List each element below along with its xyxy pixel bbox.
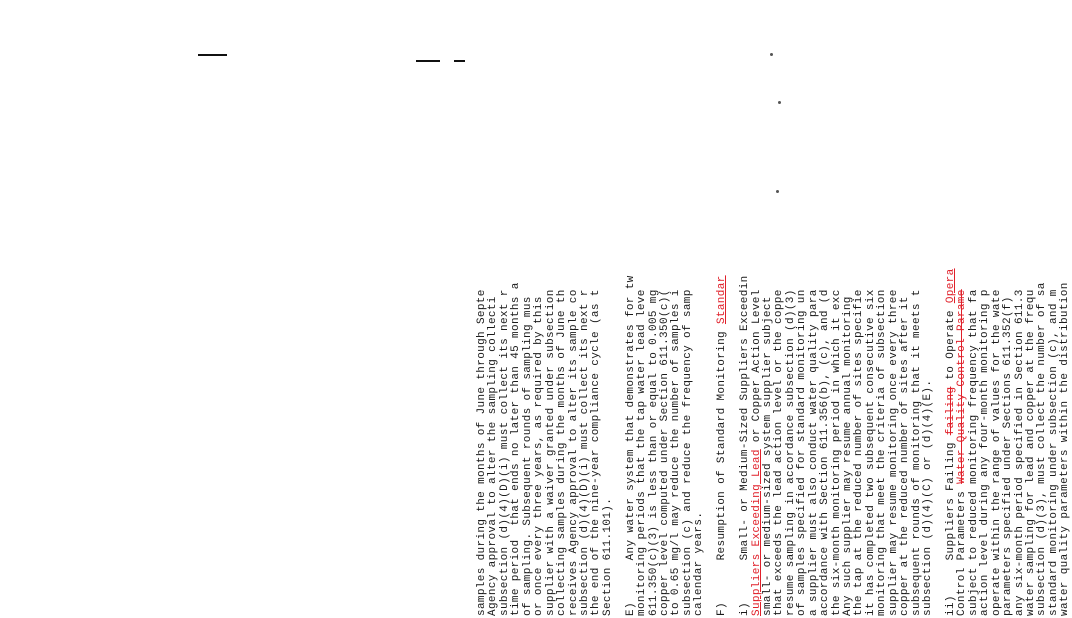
inserted-text: Opera [944, 268, 957, 304]
text-span: receives Agency approval to alter its sample co [567, 289, 580, 616]
text-span: standard monitoring under subsection (c), and m [1047, 289, 1060, 616]
deleted-text: failing [944, 386, 957, 436]
text-span: subsection (d)(4)(D)(i) must collect its next r [498, 289, 511, 616]
text-span: resume sampling in accordance subsection (d)(3) [784, 289, 797, 616]
text-span: Any such supplier may resume annual monitoring [842, 296, 854, 616]
text-span: action level during any four-month monitoring p [979, 289, 992, 616]
text-span: the tap at the reduced number of sites specifie [853, 289, 866, 616]
text-span: it has completed two subsequent consecutive six [864, 289, 877, 616]
scan-mark [416, 60, 440, 62]
text-span: supplier may resume monitoring once every three [887, 289, 900, 616]
text-span: E) Any water system that demonstrates for tw [624, 275, 637, 616]
text-span: the six-month monitoring period in which it exc [830, 289, 843, 616]
text-line [694, 0, 705, 616]
text-span: copper level computed under Section 611.350(c)( [659, 289, 671, 616]
text-span: ii) Suppliers Failing [944, 435, 957, 616]
text-span: subsection (d)(4)(D)(i) must collect its next r [578, 289, 591, 616]
text-span: samples during the months of June through Septe [476, 289, 488, 616]
text-span: Control Parameters [956, 483, 969, 616]
text-line [1060, 0, 1071, 616]
text-span: Section 611.101). [601, 497, 614, 616]
text-span: water sampling for lead and copper at the frequ [1025, 289, 1037, 616]
text-span: to Operate [944, 303, 957, 387]
paragraph-f-heading [717, 0, 728, 616]
text-span: subsequent rounds of monitoring that it meets t [910, 289, 923, 616]
text-line [923, 0, 934, 616]
deleted-text: Water Quality Control Parame [956, 289, 969, 484]
paragraph-f-i [740, 0, 934, 616]
text-span: monitoring that meet the criteria of subsection [876, 289, 889, 616]
text-span: water quality parameters within the distribution [1059, 282, 1072, 616]
text-span: copper at the reduced number of sites after it [899, 296, 912, 616]
text-span: accordance with Section 611.356(b), (c), and (d [819, 289, 832, 616]
paragraph-f-ii [946, 0, 1072, 616]
text-span: i) Small- or Medium-Sized Suppliers Exceedin [739, 275, 752, 616]
text-span: the end of the nine-year compliance cycle (as t [590, 289, 603, 616]
text-span: to 0.65 mg/l may reduce the number of samples i [670, 289, 683, 616]
rotated-document-text [477, 0, 1072, 616]
paragraph-e [626, 0, 706, 616]
text-span: operate within the range of values for the wate [990, 289, 1003, 616]
text-span: Agency approval to alter the sampling collecti [487, 296, 500, 616]
continued-paragraph [477, 0, 614, 616]
text-span: parameters specified under Sections 611.352(f) [1002, 296, 1015, 616]
text-span: F) Resumption of Standard Monitoring [716, 324, 729, 616]
text-span: or Copper Action Level [750, 289, 763, 450]
text-span: subject to reduced monitoring frequency that fa [967, 289, 980, 616]
text-span: of sampling. Subsequent rounds of sampling mus [521, 296, 534, 616]
scan-mark [454, 60, 465, 62]
text-span: subsection (d)(3), must collect the number of sa [1036, 282, 1049, 616]
inserted-text: Standar [716, 275, 729, 325]
text-span: monitoring periods that the tap water lead leve [636, 289, 649, 616]
text-span: small- or medium-sized system supplier subject [761, 296, 774, 616]
text-span: time period that ends no later than 45 months a [510, 282, 523, 616]
text-span: calendar years. [693, 511, 706, 616]
text-line [717, 0, 728, 616]
text-span: of samples specified for standard monitoring un [796, 289, 809, 616]
text-span: supplier with a waiver granted under subsection [544, 289, 557, 616]
text-span: collecting samples during the months of June th [556, 289, 569, 616]
text-span: or once every three years, as required by this [533, 296, 546, 616]
text-span: subsection (c) and reduce the frequency of samp [681, 289, 694, 616]
text-span: 611.350(c)(3) is less than or equal to 0.005 mg [647, 289, 660, 616]
text-span: subsection (d)(4)(C) or (d)(4)(E). [922, 379, 935, 616]
scan-mark [198, 54, 227, 56]
text-line [603, 0, 614, 616]
text-span: any six-month period specified in Section 611.3 [1013, 289, 1026, 616]
text-span: a supplier must also conduct water quality para [807, 289, 820, 616]
text-span: that exceeds the lead action level or the coppe [773, 289, 786, 616]
inserted-text: Suppliers Exceeding Lead [750, 449, 763, 616]
